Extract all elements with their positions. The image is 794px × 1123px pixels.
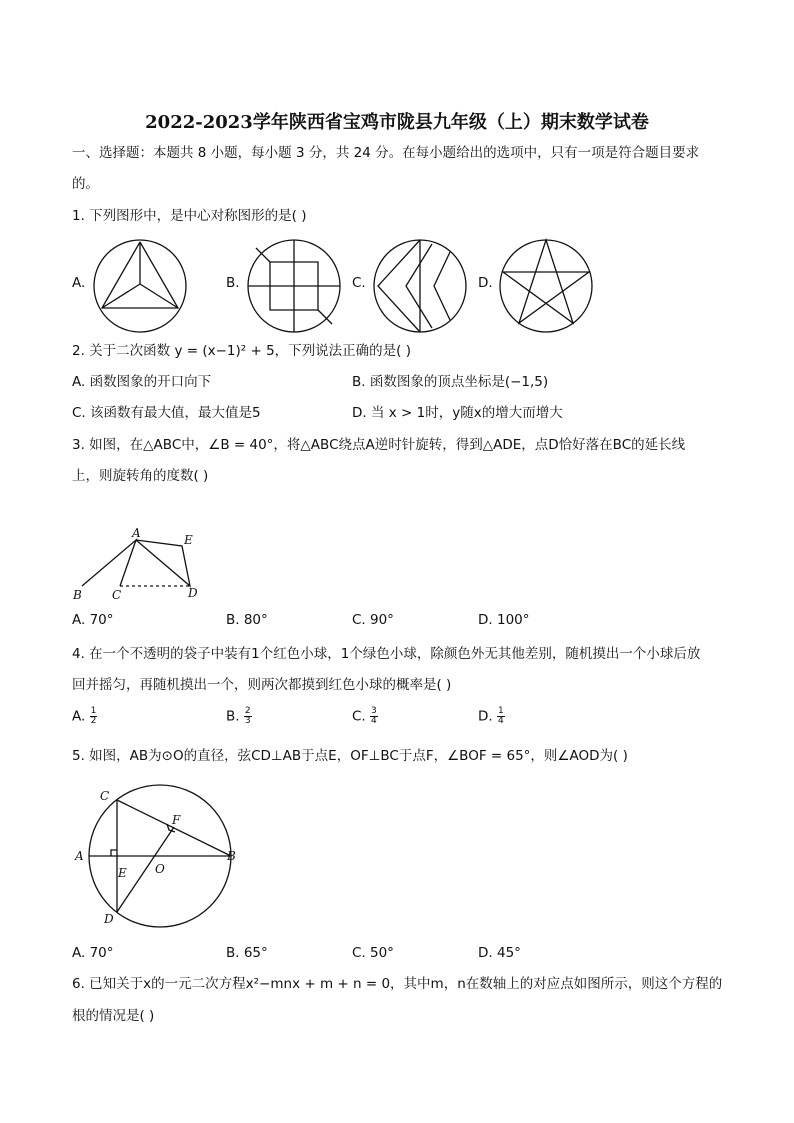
q4-option-a-num: 1 [90, 706, 97, 716]
q1-figure-a [92, 238, 188, 334]
q5-option-a: A. 70° [72, 945, 114, 961]
q5-stem: 5. 如图，AB为⊙O的直径，弦CD⊥AB于点E，OF⊥BC于点F，∠BOF = 65°，则∠AOD为( ) [72, 748, 628, 764]
section-instruction-line1: 一、选择题：本题共 8 小题，每小题 3 分，共 24 分。在每小题给出的选项中，只有一项是符合题目要求 [72, 145, 700, 161]
q4-option-b-den: 3 [244, 716, 251, 726]
page-title: 2022-2023学年陕西省宝鸡市陇县九年级（上）期末数学试卷 [145, 112, 649, 133]
q3-label-b: B [73, 588, 82, 602]
q1-option-d-label: D. [478, 275, 493, 291]
q3-label-e: E [184, 533, 193, 547]
q5-label-d: D [104, 912, 114, 926]
q3-label-d: D [188, 586, 198, 600]
q3-stem-line1: 3. 如图，在△ABC中，∠B = 40°，将△ABC绕点A逆时针旋转，得到△ADE，点D恰好落在BC的延长线 [72, 437, 686, 453]
q5-option-d: D. 45° [478, 945, 521, 961]
q4-option-c-den: 4 [371, 716, 377, 726]
q2-option-b: B. 函数图象的顶点坐标是(−1,5) [352, 374, 549, 390]
q5-figure [70, 784, 250, 932]
q4-option-c-label: C. [352, 708, 366, 725]
q1-figure-c [372, 238, 468, 334]
q3-label-c: C [112, 588, 122, 602]
q5-option-c: C. 50° [352, 945, 394, 961]
q1-figure-b [246, 238, 342, 334]
q2-stem: 2. 关于二次函数 y = (x−1)² + 5，下列说法正确的是( ) [72, 343, 411, 359]
q4-option-c [352, 707, 378, 726]
q5-label-c: C [100, 789, 110, 803]
q4-option-a-label: A. [72, 708, 86, 725]
q4-option-c-num: 3 [371, 706, 377, 716]
q1-option-b-label: B. [226, 275, 240, 291]
q4-option-d-num: 1 [497, 706, 504, 716]
q4-option-d-label: D. [478, 708, 493, 725]
q1-option-a-label: A. [72, 275, 86, 291]
q4-option-d [478, 707, 505, 726]
q4-option-d-den: 4 [497, 716, 504, 726]
q2-option-a: A. 函数图象的开口向下 [72, 374, 212, 390]
q2-option-c: C. 该函数有最大值，最大值是5 [72, 405, 261, 421]
q4-option-c-fraction [370, 707, 378, 726]
q4-stem-line1: 4. 在一个不透明的袋子中装有1个红色小球，1个绿色小球，除颜色外无其他差别，随机摸出一个小球后放 [72, 646, 701, 662]
q3-option-d: D. 100° [478, 612, 530, 628]
q6-stem-line1: 6. 已知关于x的一元二次方程x²−mnx + m + n = 0，其中m，n在数轴上的对应点如图所示，则这个方程的 [72, 976, 723, 992]
q5-label-e: E [118, 866, 127, 880]
section-instruction-line2: 的。 [72, 176, 99, 192]
q1-stem: 1. 下列图形中，是中心对称图形的是( ) [72, 208, 307, 224]
q4-option-b-fraction [244, 707, 252, 726]
q5-label-a: A [75, 849, 84, 863]
q3-option-a: A. 70° [72, 612, 114, 628]
q4-stem-line2: 回并摇匀，再随机摸出一个，则两次都摸到红色小球的概率是( ) [72, 677, 452, 693]
q3-option-b: B. 80° [226, 612, 268, 628]
q4-option-d-fraction [497, 707, 505, 726]
q6-stem-line2: 根的情况是( ) [72, 1008, 155, 1024]
q1-option-c-label: C. [352, 275, 366, 291]
q5-option-b: B. 65° [226, 945, 268, 961]
q3-stem-line2: 上，则旋转角的度数( ) [72, 468, 209, 484]
q3-option-c: C. 90° [352, 612, 394, 628]
q2-option-d: D. 当 x > 1时，y随x的增大而增大 [352, 405, 563, 421]
q3-label-a: A [132, 526, 141, 540]
q3-figure [70, 526, 210, 604]
q4-option-b-num: 2 [244, 706, 251, 716]
q4-option-a [72, 707, 97, 726]
q4-option-a-fraction [90, 707, 98, 726]
q5-label-o: O [155, 862, 165, 876]
q4-option-b-label: B. [226, 708, 240, 725]
q4-option-b [226, 707, 252, 726]
q4-option-a-den: 2 [90, 716, 97, 726]
q5-label-f: F [172, 813, 181, 827]
q5-label-b: B [227, 849, 236, 863]
q1-figure-d [498, 238, 594, 334]
